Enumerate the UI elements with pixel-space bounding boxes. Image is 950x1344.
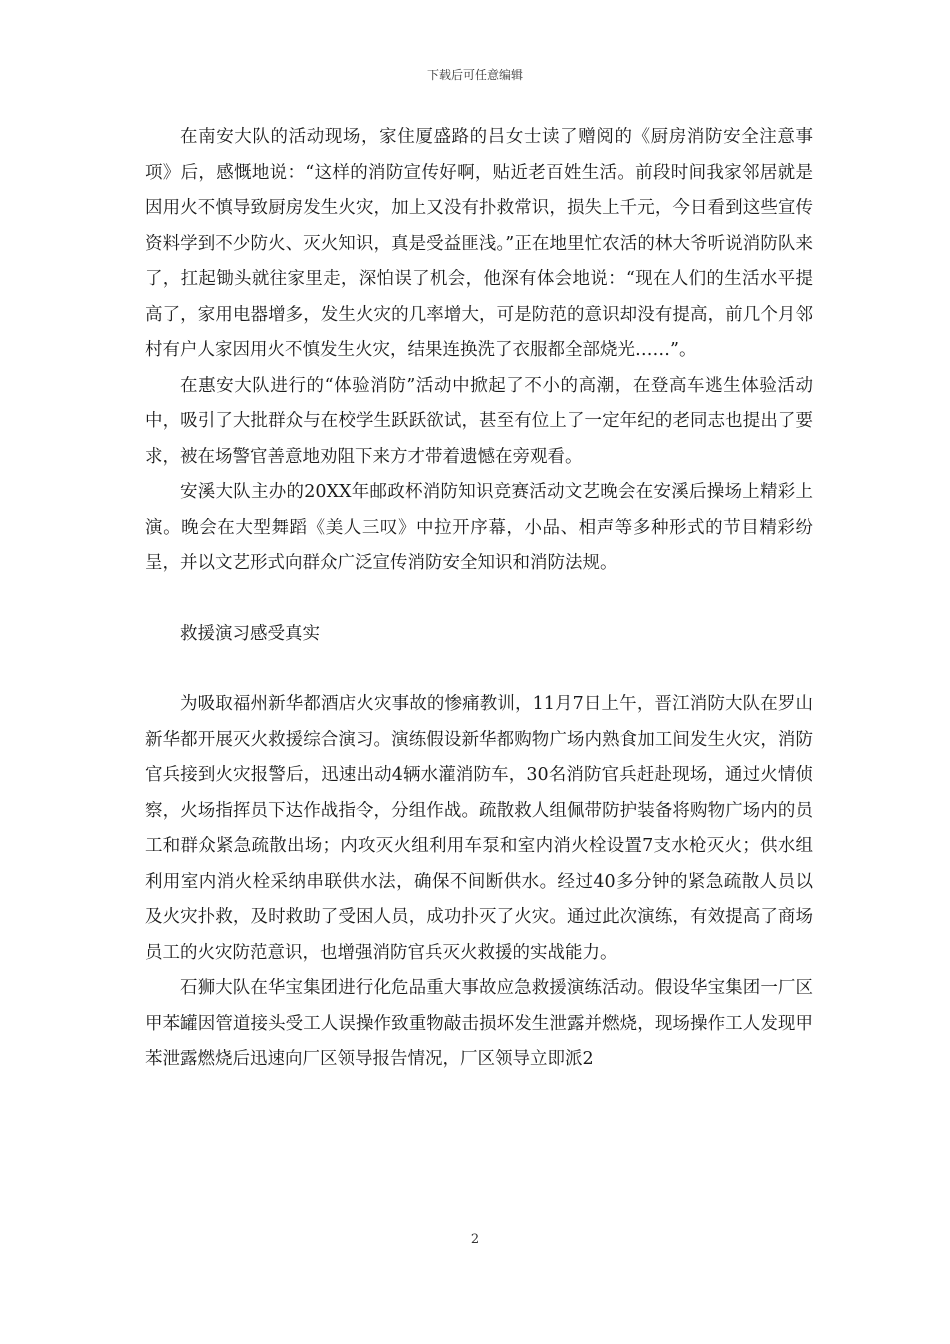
paragraph-shishi: 石狮大队在华宝集团进行化危品重大事故应急救援演练活动。假设华宝集团一厂区甲苯罐因管道接头受工人误操作致重物敲击损坏发生泄露并燃烧，现场操作工人发现甲苯泄露燃烧后迅速向厂区领导报告情况，厂区领导立即派2: [145, 978, 813, 1069]
header-note: 下载后可任意编辑: [426, 68, 523, 82]
page-header: [0, 66, 950, 83]
spacer: [145, 652, 813, 687]
page-footer: [0, 1232, 950, 1247]
paragraph-nanan: 在南安大队的活动现场，家住厦盛路的吕女士读了赠阅的《厨房消防安全注意事项》后，感慨地说：“这样的消防宣传好啊，贴近老百姓生活。前段时间我家邻居就是因用火不慎导致厨房发生火灾，加上又没有扑救常识，损失上千元，今日看到这些宣传资料学到不少防火、灭火知识，真是受益匪浅。”正在地里忙农活的林大爷听说消防队来了，扛起锄头就往家里走，深怕误了机会，他深有体会地说：“现在人们的生活水平提高了，家用电器增多，发生火灾的几率增大，可是防范的意识却没有提高，前几个月邻村有户人家因用火不慎发生火灾，结果连换洗了衣服都全部烧光……”。: [145, 127, 813, 360]
section-heading: 救援演习感受真实: [180, 623, 320, 644]
page-number: 2: [470, 1232, 480, 1247]
document-body: [145, 120, 813, 1078]
paragraph-jinjiang: 为吸取福州新华都酒店火灾事故的惨痛教训，11月7日上午，晋江消防大队在罗山新华都开展灭火救援综合演习。演练假设新华都购物广场内熟食加工间发生火灾，消防官兵接到火灾报警后，迅速出动4辆水灌消防车，30名消防官兵赶赴现场，通过火情侦察，火场指挥员下达作战指令，分组作战。疏散救人组佩带防护装备将购物广场内的员工和群众紧急疏散出场；内攻灭火组利用车泵和室内消火栓设置7支水枪灭火；供水组利用室内消火栓采纳串联供水法，确保不间断供水。经过40多分钟的紧急疏散人员以及火灾扑救，及时救助了受困人员，成功扑灭了火灾。通过此次演练，有效提高了商场员工的火灾防范意识，也增强消防官兵灭火救援的实战能力。: [145, 694, 813, 963]
spacer: [145, 582, 813, 617]
paragraph-huian: 在惠安大队进行的“体验消防”活动中掀起了不小的高潮，在登高车逃生体验活动中，吸引了大批群众与在校学生跃跃欲试，甚至有位上了一定年纪的老同志也提出了要求，被在场警官善意地劝阻下来方才带着遗憾在旁观看。: [145, 375, 813, 467]
paragraph-anxi: 安溪大队主办的20XX年邮政杯消防知识竞赛活动文艺晚会在安溪后操场上精彩上演。晚会在大型舞蹈《美人三叹》中拉开序幕，小品、相声等多种形式的节目精彩纷呈，并以文艺形式向群众广泛宣传消防安全知识和消防法规。: [145, 482, 813, 573]
